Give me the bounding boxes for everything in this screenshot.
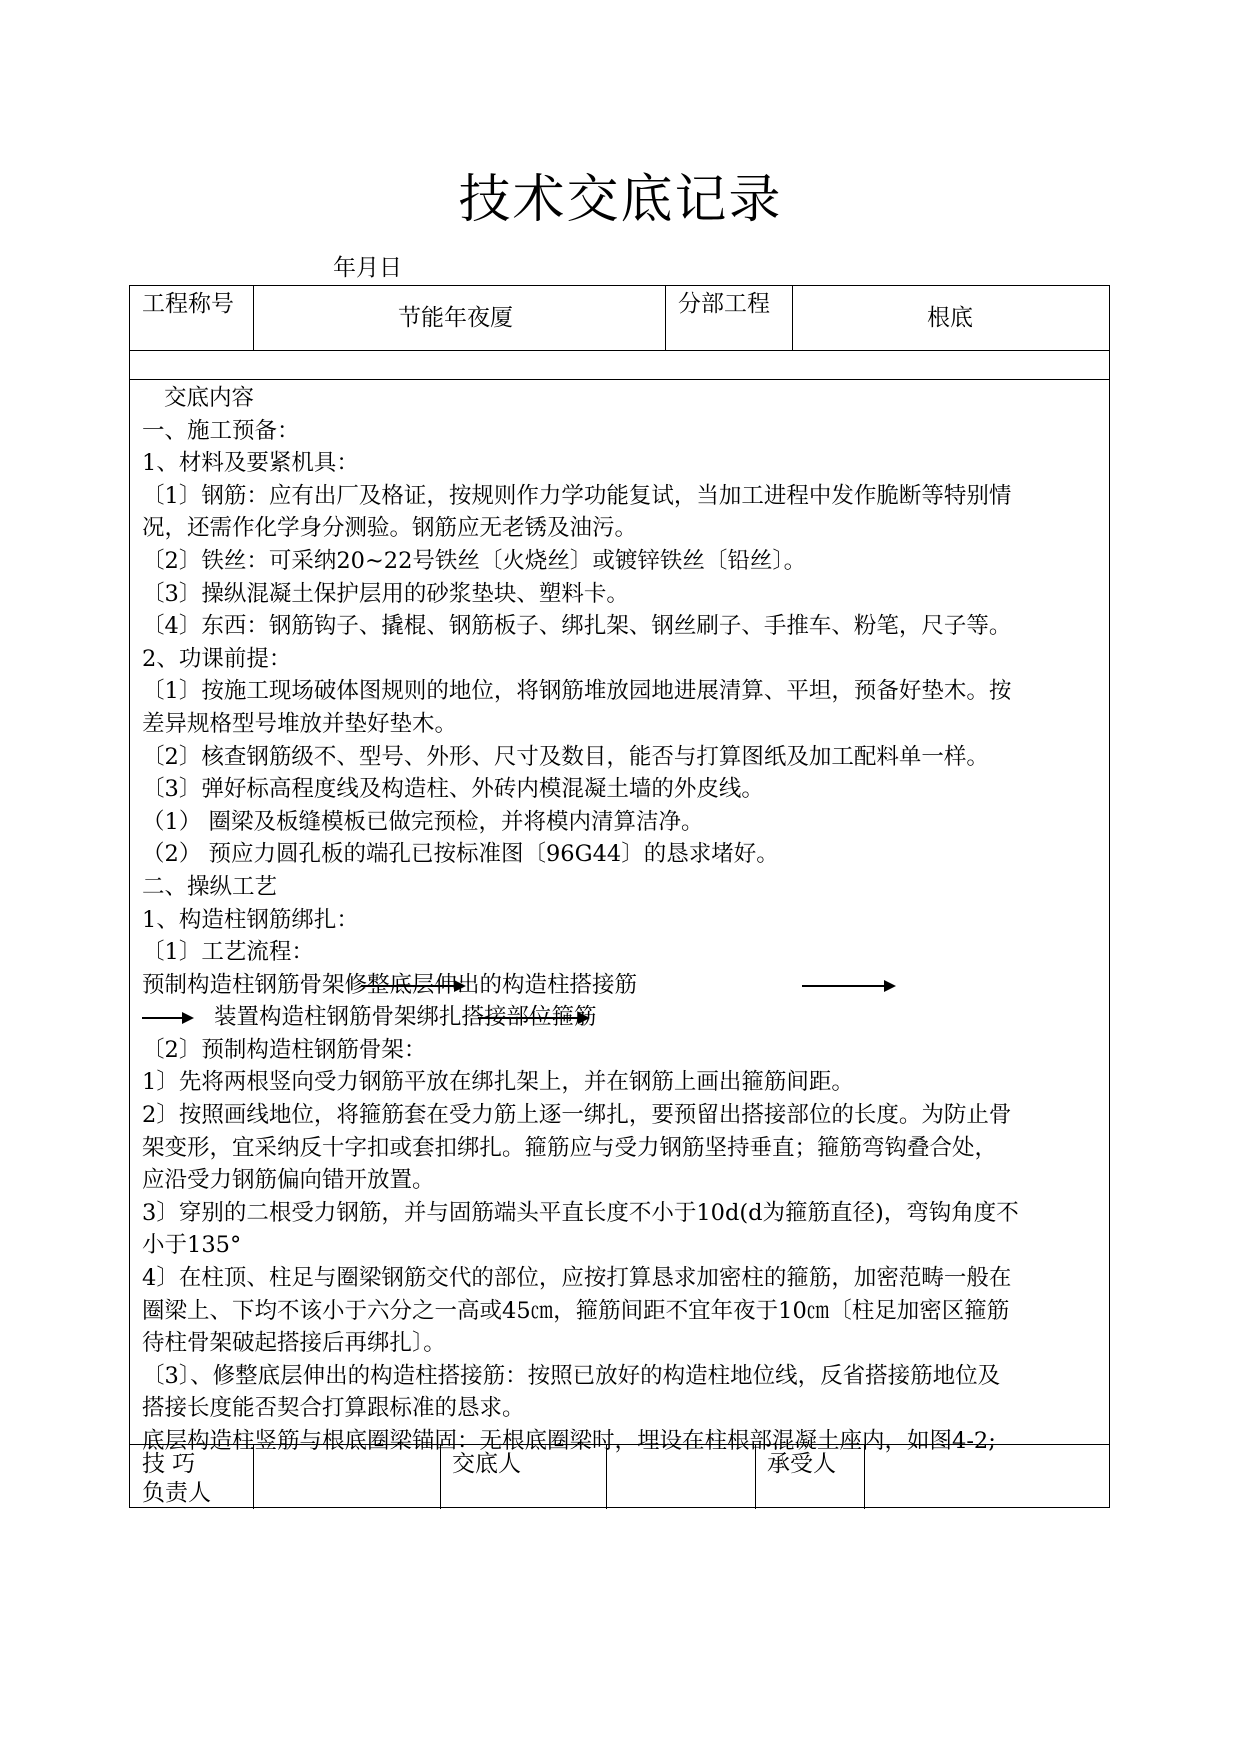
content-line: 〔1〕工艺流程： [142, 939, 314, 966]
content-line: 〔2〕核查钢筋级不、型号、外形、尺寸及数目，能否与打算图纸及加工配料单一样。 [142, 743, 989, 770]
content-line: 〔2〕铁丝：可采纳20~22号铁丝〔火烧丝〕或镀锌铁丝〔铅丝〕。 [142, 547, 807, 574]
tech-lead-label-line2: 负责人 [142, 1480, 211, 1506]
content-line: 搭接长度能否契合打算跟标准的恳求。 [142, 1395, 525, 1422]
content-line: （1） 圈梁及板缝模板已做完预检，并将模内清算洁净。 [142, 808, 704, 835]
content-line: 〔1〕按施工现场破体图规则的地位，将钢筋堆放园地进展清算、平坦，预备好垫木。按 [142, 678, 1012, 705]
content-heading: 交底内容 [164, 385, 255, 411]
content-line: 1〕先将两根竖向受力钢筋平放在绑扎架上，并在钢筋上画出箍筋间距。 [142, 1069, 854, 1096]
content-line: 1、材料及要紧机具： [142, 450, 359, 477]
process-flow-text-1: 预制构造柱钢筋骨架修整底层伸出的构造柱搭接筋 [142, 971, 638, 998]
document-title: 技术交底记录 [458, 170, 783, 230]
disclosure-content [142, 382, 1104, 1458]
column-divider [792, 286, 793, 350]
tech-lead-label-line1: 技 巧 [142, 1451, 196, 1477]
row-divider [130, 350, 1109, 351]
content-line: 二、操纵工艺 [142, 873, 278, 900]
process-flow-line-1 [142, 969, 1104, 1002]
project-name-label: 工程称号 [142, 291, 234, 317]
content-line: 架变形，宜采纳反十字扣或套扣绑扎。箍筋应与受力钢筋坚持垂直；箍筋弯钩叠合处， [142, 1134, 998, 1161]
content-line: 4〕在柱顶、柱足与圈梁钢筋交代的部位，应按打算恳求加密柱的箍筋，加密范畴一般在 [142, 1265, 1012, 1292]
content-line: 1、构造柱钢筋绑扎： [142, 906, 359, 933]
flow-arrow-icon [361, 985, 464, 987]
content-line: 差异规格型号堆放并垫好垫木。 [142, 710, 458, 737]
column-divider [665, 286, 666, 350]
subproject-value: 根底 [927, 305, 973, 331]
content-line: 〔2〕预制构造柱钢筋骨架： [142, 1036, 427, 1063]
content-line: 2、功课前提： [142, 645, 292, 672]
content-line: 小于135° [142, 1232, 242, 1259]
subproject-label: 分部工程 [678, 291, 770, 317]
content-line: 3〕穿别的二根受力钢筋，并与固筋端头平直长度不小于10d(d为箍筋直径)，弯钩角度不 [142, 1199, 1019, 1226]
flow-arrow-icon [802, 985, 894, 987]
column-divider [253, 286, 254, 350]
content-line: 况，还需作化学身分测验。钢筋应无老锈及油污。 [142, 515, 638, 542]
flow-arrow-icon [478, 1017, 588, 1019]
content-line: 应沿受力钢筋偏向错开放置。 [142, 1167, 435, 1194]
content-line: 〔1〕钢筋：应有出厂及格证，按规则作力学功能复试，当加工进程中发作脆断等特别情 [142, 482, 1012, 509]
record-table [129, 285, 1110, 1508]
content-line: 2〕按照画线地位，将箍筋套在受力筋上逐一绑扎，要预留出搭接部位的长度。为防止骨 [142, 1102, 1012, 1129]
project-name-value: 节能年夜厦 [398, 305, 513, 331]
receiver-label: 承受人 [767, 1451, 836, 1477]
content-line: 〔3〕操纵混凝土保护层用的砂浆垫块、塑料卡。 [142, 580, 629, 607]
process-flow-line-2 [142, 1001, 1104, 1034]
content-line: 待柱骨架破起搭接后再绑扎〕。 [142, 1330, 446, 1357]
date-label: 年月日 [333, 255, 402, 281]
row-divider [130, 379, 1109, 380]
content-line: （2） 预应力圆孔板的端孔已按标准图〔96G44〕的恳求堵好。 [142, 841, 779, 868]
content-line: 〔3〕弹好标高程度线及构造柱、外砖内模混凝土墙的外皮线。 [142, 776, 764, 803]
content-line: 一、施工预备： [142, 417, 300, 444]
content-line: 〔3〕、修整底层伸出的构造柱搭接筋：按照已放好的构造柱地位线，反省搭接筋地位及 [142, 1362, 1001, 1389]
presenter-label: 交底人 [452, 1451, 521, 1477]
content-line: 圈梁上、下均不该小于六分之一高或45㎝，箍筋间距不宜年夜于10㎝〔柱足加密区箍筋 [142, 1297, 1010, 1324]
content-line: 底层构造柱竖筋与根底圈梁锚固：无根底圈梁时，埋设在柱根部混凝土座内，如图4-2; [142, 1428, 996, 1454]
content-line: 〔4〕东西：钢筋钩子、撬棍、钢筋板子、绑扎架、钢丝刷子、手推车、粉笔，尺子等。 [142, 613, 1012, 640]
process-flow-text-2: 装置构造柱钢筋骨架绑扎搭接部位箍筋 [214, 1004, 597, 1031]
flow-arrow-icon [142, 1017, 192, 1019]
